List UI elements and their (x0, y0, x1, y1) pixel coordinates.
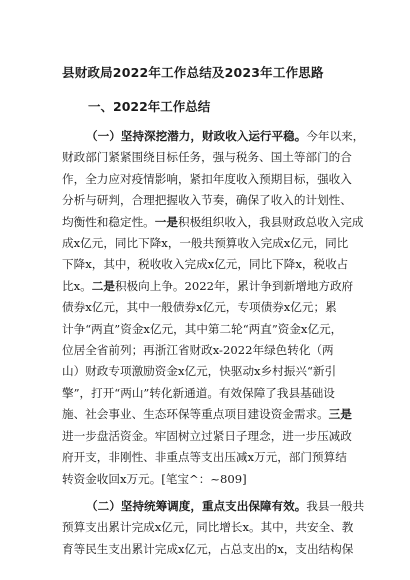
point-marker: 三是 (328, 407, 352, 422)
paragraph-line: 转资金收回x万元。[笔宝^：~809] (62, 471, 247, 486)
paragraph-line: 擎”，打开“两山”转化新通道。有效保障了我县基础设 (62, 385, 335, 400)
paragraph-text: 比x。 (62, 278, 92, 293)
section-heading: 一、2022年工作总结 (88, 99, 211, 114)
paragraph-line: 分析与研判，合理把握收入节奏，确保了收入的计划性、 (62, 193, 352, 208)
paragraph-line: 进一步盘活资金。牢固树立过紧日子理念，进一步压减政 (62, 428, 352, 443)
paragraph-revenue (62, 126, 364, 490)
paragraph-line: 债券x亿元，其中一般债券x亿元，专项债券x亿元；累 (62, 300, 337, 315)
paragraph-line: 财政部门紧紧围绕目标任务，强与税务、国土等部门的合 (62, 150, 352, 165)
paragraph-expenditure (62, 496, 364, 560)
paragraph-line: 预算支出累计完成x亿元，同比增长x。其中，共安全、教 (62, 520, 354, 535)
paragraph-line (62, 212, 364, 233)
point-marker: 一是 (154, 214, 178, 229)
paragraph-text: 均衡性和稳定性。 (62, 214, 155, 229)
paragraph-line: 成x亿元，同比下降x，一般共预算收入完成x亿元，同比 (62, 236, 349, 251)
paragraph-line: 府开支，非刚性、非重点等支出压减x万元，部门预算结 (62, 450, 347, 465)
paragraph-text: 积极向上争。2022年，累计争到新增地方政府 (114, 278, 354, 293)
paragraph-line: 下降x，其中，税收收入完成x亿元，同比下降x，税收占 (62, 257, 349, 272)
paragraph-text: 积极组织收入，我县财政总收入完成 (177, 214, 364, 229)
document-title: 县财政局2022年工作总结及2023年工作思路 (62, 65, 324, 80)
paragraph-line: 计争“两直”资金x亿元，其中第二轮“两直”资金x亿元， (62, 321, 343, 336)
paragraph-line: 位居全省前列；再浙江省财政x-2022年绿色转化（两 (62, 343, 334, 358)
paragraph-text: 我县一般共 (306, 498, 364, 513)
paragraph-line (62, 126, 364, 147)
paragraph-text: 施、社会事业、生态环保等重点项目建设资金需求。 (62, 407, 329, 422)
paragraph-line (62, 404, 364, 425)
subsection-heading: （一）坚持深挖潜力，财政收入运行平稳。 (86, 129, 307, 143)
paragraph-line (62, 496, 364, 517)
subsection-heading: （二）坚持统筹调度，重点支出保障有效。 (86, 498, 307, 513)
paragraph-line: 山）财政专项激励资金x亿元，快驱动x乡村振兴“新引 (62, 364, 337, 379)
paragraph-line: 作，全力应对疫情影响，紧扣年度收入预期目标，强收入 (62, 171, 352, 186)
point-marker: 二是 (91, 278, 115, 293)
paragraph-line (62, 276, 364, 297)
paragraph-line: 育等民生支出累计完成x亿元，占总支出的x，支出结构保 (62, 541, 354, 556)
paragraph-text: 今年以来， (306, 129, 364, 143)
